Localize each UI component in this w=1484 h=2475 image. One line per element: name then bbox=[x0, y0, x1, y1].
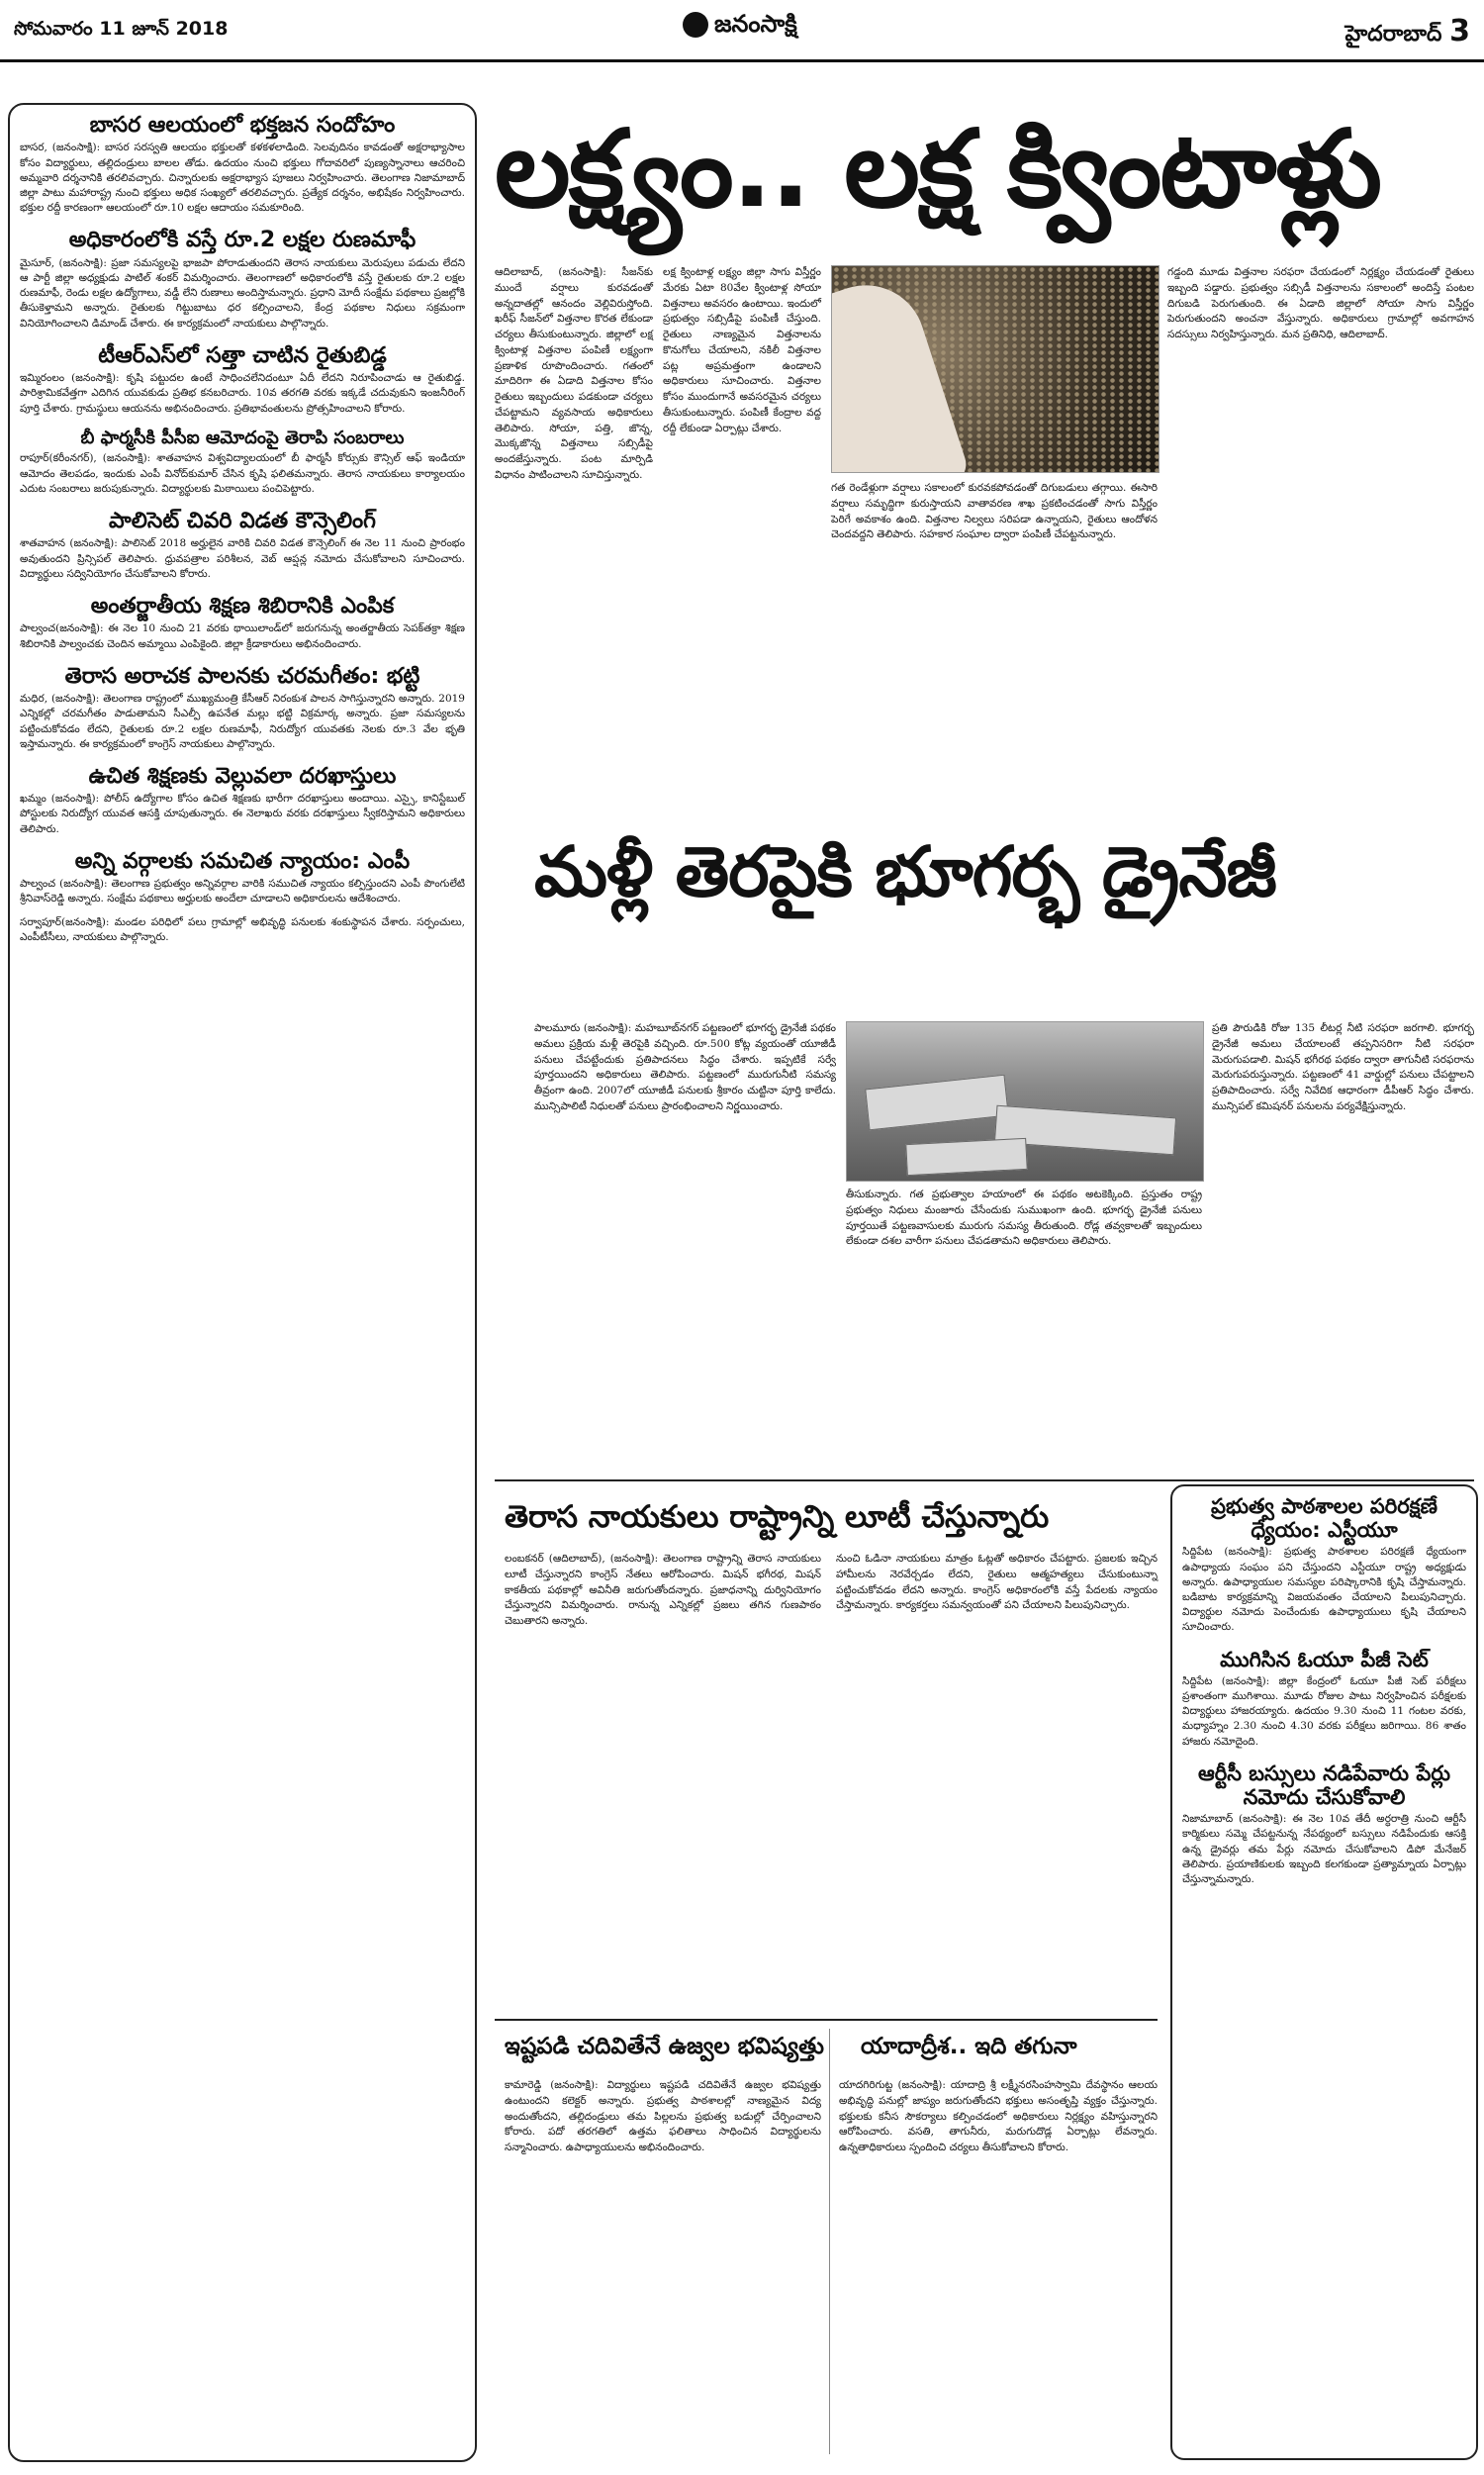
newspaper-logo bbox=[683, 10, 797, 44]
trs-story-col-1: లంబకనర్ (ఆదిలాబాద్), (జనంసాక్షి): తెలంగాణ రాష్ట్రాన్ని తెరాస నాయకులు లూటీ చేస్తున్నారని కాంగ్రెస్ నేతలు ఆరోపించారు. మిషన్ భగీరథ, మిషన్ కాకతీయ పథకాల్లో అవినీతి జరుగుతోందన్నారు. ప్రజాధనాన్ని దుర్వినియోగం చేస్తున్నారని విమర్శించారు. రానున్న ఎన్నికల్లో ప్రజలు తగిన గుణపాఠం చెబుతారని అన్నారు. bbox=[505, 1553, 821, 1627]
article-mp-justice bbox=[10, 841, 475, 911]
article-body: సర్వాపూర్(జనంసాక్షి): మండల పరిధిలో పలు గ్రామాల్లో అభివృద్ధి పనులకు శంకుస్థాపన చేశారు. సర్పంచులు, ఎంపీటీసీలు, నాయకులు పాల్గొన్నారు. bbox=[20, 915, 465, 943]
drainage-col-2: తీసుకున్నారు. గత ప్రభుత్వాల హయాంలో ఈ పథకం అటకెక్కింది. ప్రస్తుతం రాష్ట్ర ప్రభుత్వం నిధులు మంజూరు చేసేందుకు సుముఖంగా ఉంది. భూగర్భ డ్రైనేజీ పనులు పూర్తయితే పట్టణవాసులకు మురుగు సమస్య తీరుతుంది. రోడ్ల తవ్వకాలతో ఇబ్బందులు లేకుండా దశల వారీగా పనులు చేపడతామని అధికారులు తెలిపారు. bbox=[846, 1189, 1202, 1248]
article-title: బాసర ఆలయంలో భక్తజన సందోహం bbox=[89, 113, 396, 138]
main-story-col-3: గత రెండేళ్లుగా వర్షాలు సకాలంలో కురవకపోవడంతో దిగుబడులు తగ్గాయి. ఈసారి వర్షాలు సమృద్ధిగా కురుస్తాయని వాతావరణ శాఖ ప్రకటించడంతో సాగు విస్తీర్ణం పెరిగే అవకాశం ఉంది. విత్తనాల నిల్వలు సరిపడా ఉన్నాయని, రైతులు ఆందోళన చెందవద్దని తెలిపారు. సహకార సంఘాల ద్వారా పంపిణీ చేపట్టనున్నారు. bbox=[831, 482, 1158, 541]
main-story-col-2: లక్ష క్వింటాళ్ల లక్ష్యం జిల్లా సాగు విస్తీర్ణం మేరకు ఏటా 80వేల క్వింటాళ్ల సోయా విత్తనాలు అవసరం ఉంటాయి. ఇందులో ప్రభుత్వం సబ్సిడీపై పంపిణీ చేస్తుంది. రైతులు నాణ్యమైన విత్తనాలను కొనుగోలు చేయాలని, నకిలీ విత్తనాల పట్ల అప్రమత్తంగా ఉండాలని అధికారులు సూచించారు. విత్తనాల కోసం ముందుగానే అవసరమైన చర్యలు తీసుకుంటున్నారు. పంపిణీ కేంద్రాల వద్ద రద్దీ లేకుండా ఏర్పాట్లు చేశారు. bbox=[663, 266, 821, 434]
article-title: ప్రభుత్వ పాఠశాలల పరిరక్షణే ధ్యేయం: ఎస్టీయూ bbox=[1211, 1494, 1438, 1543]
article-stu bbox=[1172, 1486, 1476, 1640]
article-sarvapur bbox=[10, 911, 475, 949]
concrete-slab bbox=[905, 1138, 1028, 1176]
article-ou-pgset bbox=[1172, 1640, 1476, 1754]
article-body: ఖమ్మం (జనంసాక్షి): పోలీస్ ఉద్యోగాల కోసం ఉచిత శిక్షణకు భారీగా దరఖాస్తులు అందాయి. ఎస్సై, కానిస్టేబుల్ పోస్టులకు నిరుద్యోగ యువత ఆసక్తి చూపుతున్నారు. ఈ నెలాఖరు వరకు దరఖాస్తులు స్వీకరిస్తామని అధికారులు తెలిపారు. bbox=[20, 793, 465, 835]
page-number: 3 bbox=[1449, 14, 1470, 48]
article-body: పాల్వంచ (జనంసాక్షి): తెలంగాణ ప్రభుత్వం అన్నివర్గాల వారికి సముచిత న్యాయం కల్పిస్తుందని ఎంపీ పొంగులేటి శ్రీనివాస్‌రెడ్డి అన్నారు. సంక్షేమ పథకాలు అర్హులకు అందేలా చూడాలని అధికారులను ఆదేశించారు. bbox=[20, 878, 465, 905]
main-story-col-4: గడ్డంది మూడు విత్తనాల సరఫరా చేయడంలో నిర్లక్ష్యం చేయడంతో రైతులు ఇబ్బంది పడ్డారు. ప్రభుత్వం సబ్సిడీ విత్తనాలను సకాలంలో అందిస్తే పంటల దిగుబడి పెరుగుతుంది. ఈ ఏడాది జిల్లాలో సోయా సాగు విస్తీర్ణం పెరుగుతుందని అంచనా వేస్తున్నారు. అధికారులు గ్రామాల్లో అవగాహన సదస్సులు నిర్వహిస్తున్నారు. మన ప్రతినిధి, ఆదిలాబాద్. bbox=[1167, 266, 1474, 340]
trs-story-col-2: నుంచి ఓడినా నాయకులు మాత్రం ఓట్లతో అధికారం చేపట్టారు. ప్రజలకు ఇచ్చిన హామీలను నెరవేర్చడం లేదని, రైతులు ఆత్మహత్యలు చేసుకుంటున్నా పట్టించుకోవడం లేదని అన్నారు. కాంగ్రెస్ అధికారంలోకి వస్తే పేదలకు న్యాయం చేస్తామన్నారు. కార్యకర్తలు సమన్వయంతో పని చేయాలని పిలుపునిచ్చారు. bbox=[836, 1553, 1158, 1612]
article-body: పాల్వంచ(జనంసాక్షి): ఈ నెల 10 నుంచి 21 వరకు థాయిలాండ్‌లో జరుగనున్న అంతర్జాతీయ సెపక్‌తక్రా శిక్షణ శిబిరానికి పాల్వంచకు చెందిన అమ్మాయి ఎంపికైంది. జిల్లా క్రీడాకారులు అభినందించారు. bbox=[20, 622, 465, 650]
article-title: అంతర్జాతీయ శిక్షణ శిబిరానికి ఎంపిక bbox=[90, 594, 395, 619]
article-body: శాతవాహన (జనంసాక్షి): పాలిసెట్ 2018 అర్హులైన వారికి చివరి విడత కౌన్సెలింగ్ ఈ నెల 11 నుంచి ప్రారంభం అవుతుందని ప్రిన్సిపల్ తెలిపారు. ధ్రువపత్రాల పరిశీలన, వెబ్ ఆప్షన్ల నమోదు చేసుకోవాలని సూచించారు. విద్యార్థులు సద్వినియోగం చేసుకోవాలని కోరారు. bbox=[20, 537, 465, 580]
edition-city bbox=[1345, 14, 1470, 51]
article-body: మైసూర్, (జనంసాక్షి): ప్రజా సమస్యలపై భాజపా పోరాడుతుందని తెరాస నాయకులు మెరుపులు పడుచు లేదని ఆ పార్టీ జిల్లా అధ్యక్షుడు పాటిల్ శంకర్ విమర్శించారు. తెలంగాణలో అధికారంలోకి వస్తే రైతులకు రూ.2 లక్షల రుణమాఫీ, రెండు లక్షల ఉద్యోగాలు, వడ్డీ లేని రుణాలు అందిస్తామన్నారు. ప్రధాని మోదీ సంక్షేమ పథకాలు ప్రజల్లోకి తీసుకెళ్తామని అన్నారు. రైతులకు గిట్టుబాటు ధర కల్పించాలని, కేంద్ర పథకాల నిధులు సక్రమంగా వినియోగించాలని డిమాండ్ చేశారు. ఈ కార్యక్రమంలో నాయకులు పాల్గొన్నారు. bbox=[20, 256, 465, 330]
section-divider bbox=[495, 2019, 1158, 2021]
drainage-col-1: పాలమూరు (జనంసాక్షి): మహబూబ్‌నగర్ పట్టణంలో భూగర్భ డ్రైనేజీ పథకం అమలు ప్రక్రియ మళ్లీ తెరపైకి వచ్చింది. రూ.500 కోట్ల వ్యయంతో యూజీడీ పనులు చేపట్టేందుకు ప్రతిపాదనలు సిద్ధం చేశారు. ఇప్పటికే సర్వే పూర్తయిందని అధికారులు తెలిపారు. పట్టణంలో మురుగునీటి సమస్య తీవ్రంగా ఉంది. 2007లో యూజీడీ పనులకు శ్రీకారం చుట్టినా పూర్తి కాలేదు. మున్సిపాలిటీ నిధులతో పనులు ప్రారంభించాలని నిర్ణయించారు. bbox=[534, 1022, 836, 1112]
drainage-col-3: ప్రతి పౌరుడికి రోజు 135 లీటర్ల నీటి సరఫరా జరగాలి. భూగర్భ డ్రైనేజీ అమలు చేయాలంటే తప్పనిసరిగా నీటి సరఫరా మెరుగుపడాలి. మిషన్ భగీరథ పథకం ద్వారా తాగునీటి సరఫరాను మెరుగుపరుస్తున్నారు. పట్టణంలో 41 వార్డుల్లో పనులు చేపట్టాలని ప్రతిపాదించారు. సర్వే నివేదిక ఆధారంగా డీపీఆర్ సిద్ధం చేశారు. మున్సిపల్ కమిషనర్ పనులను పర్యవేక్షిస్తున్నారు. bbox=[1212, 1022, 1474, 1112]
concrete-slab bbox=[865, 1075, 1009, 1131]
article-farmer-son bbox=[10, 335, 475, 421]
city-name: హైదరాబాద్ bbox=[1345, 22, 1442, 47]
trs-looting-headline: తెరాస నాయకులు రాష్ట్రాన్ని లూటీ చేస్తున్నారు bbox=[505, 1499, 1050, 1535]
article-title: ఆర్టీసీ బస్సులు నడిపేవారు పేర్లు నమోదు చేసుకోవాలి bbox=[1198, 1761, 1450, 1809]
section-divider bbox=[495, 1479, 1474, 1481]
article-body: సిద్దిపేట (జనంసాక్షి): జిల్లా కేంద్రంలో ఓయూ పీజీ సెట్ పరీక్షలు ప్రశాంతంగా ముగిశాయి. మూడు రోజుల పాటు నిర్వహించిన పరీక్షలకు విద్యార్థులు హాజరయ్యారు. ఉదయం 9.30 నుంచి 11 గంటల వరకు, మధ్యాహ్నం 2.30 నుంచి 4.30 వరకు పరీక్షలు జరిగాయి. 86 శాతం హాజరు నమోదైంది. bbox=[1182, 1674, 1466, 1748]
yadadri-story: యాదగిరిగుట్ట (జనంసాక్షి): యాదాద్రి శ్రీ లక్ష్మీనరసింహస్వామి దేవస్థానం ఆలయ అభివృద్ధి పనుల్లో జాప్యం జరుగుతోందని భక్తులు అసంతృప్తి వ్యక్తం చేస్తున్నారు. భక్తులకు కనీస సౌకర్యాలు కల్పించడంలో అధికారులు నిర్లక్ష్యం వహిస్తున్నారని ఆరోపించారు. వసతి, తాగునీరు, మరుగుదొడ్ల ఏర్పాట్లు లేవన్నారు. ఉన్నతాధికారులు స్పందించి చర్యలు తీసుకోవాలని కోరారు. bbox=[839, 2079, 1158, 2153]
column-divider bbox=[829, 2029, 830, 2454]
article-body: సిద్దిపేట (జనంసాక్షి): ప్రభుత్వ పాఠశాలల పరిరక్షణే ధ్యేయంగా ఉపాధ్యాయ సంఘం పని చేస్తుందని ఎస్టీయూ రాష్ట్ర అధ్యక్షుడు అన్నారు. ఉపాధ్యాయుల సమస్యల పరిష్కారానికి కృషి చేస్తామన్నారు. బడిబాట కార్యక్రమాన్ని విజయవంతం చేయాలని పిలుపునిచ్చారు. విద్యార్థుల నమోదు పెంచేందుకు ఉపాధ్యాయులు కృషి చేయాలని సూచించారు. bbox=[1182, 1546, 1466, 1634]
article-basara bbox=[10, 105, 475, 220]
left-news-column bbox=[8, 103, 477, 2462]
article-polycet bbox=[10, 501, 475, 586]
article-title: అధికారంలోకి వస్తే రూ.2 లక్షల రుణమాఫీ bbox=[68, 228, 417, 253]
article-title: ముగిసిన ఓయూ పీజీ సెట్ bbox=[1220, 1647, 1429, 1671]
logo-text: జనంసాక్షి bbox=[714, 10, 797, 38]
main-story-col-1: ఆదిలాబాద్, (జనంసాక్షి): సీజన్‌కు ముందే వర్షాలు కురవడంతో అన్నదాతల్లో ఆనందం వెల్లివిరుస్తోంది. ఖరీఫ్ సీజన్‌లో విత్తనాల కొరత లేకుండా చర్యలు తీసుకుంటున్నారు. జిల్లాలో లక్ష క్వింటాళ్ల విత్తనాల పంపిణీ లక్ష్యంగా ప్రణాళిక రూపొందించారు. గతంలో మాదిరిగా ఈ ఏడాది విత్తనాల కోసం రైతులు ఇబ్బందులు పడకుండా చర్యలు చేపట్టామని వ్యవసాయ అధికారులు తెలిపారు. సోయా, పత్తి, జొన్న, మొక్కజొన్న విత్తనాలు సబ్సిడీపై అందజేస్తున్నారు. పంట మార్పిడి విధానం పాటించాలని సూచిస్తున్నారు. bbox=[495, 266, 653, 481]
article-loan-waiver bbox=[10, 220, 475, 334]
article-bpharmacy bbox=[10, 421, 475, 501]
article-title: టీఆర్‌ఎస్‌లో సత్తా చాటిన రైతుబిడ్డ bbox=[98, 342, 387, 368]
article-title: అన్ని వర్గాలకు సమచిత న్యాయం: ఎంపీ bbox=[74, 848, 411, 874]
article-body: మధిర, (జనంసాక్షి): తెలంగాణ రాష్ట్రంలో ముఖ్యమంత్రి కేసీఆర్ నిరంకుశ పాలన సాగిస్తున్నారని అన్నారు. 2019 ఎన్నికల్లో చరమగీతం పాడుతామని సీఎల్పీ ఉపనేత మల్లు భట్టి విక్రమార్క అన్నారు. ప్రజా సమస్యలను పట్టించుకోవడం లేదని, రైతులకు రూ.2 లక్షల రుణమాఫీ, నిరుద్యోగ యువతకు నెలకు రూ.3 వేల భృతి ఇస్తామన్నారు. ఈ కార్యక్రమంలో కాంగ్రెస్ నాయకులు పాల్గొన్నారు. bbox=[20, 693, 465, 750]
drainage-construction-photo bbox=[846, 1021, 1204, 1182]
seeds-in-hand-photo bbox=[831, 265, 1159, 473]
masthead bbox=[0, 0, 1484, 62]
article-body: రాపూర్(కరీంనగర్), (జనంసాక్షి): శాతవాహన విశ్వవిద్యాలయంలో బీ ఫార్మసీ కోర్సుకు కౌన్సిల్ ఆఫ్ ఇండియా ఆమోదం తెలపడం, ఇందుకు ఎంపీ వినోద్‌కుమార్ చేసిన కృషి ఫలితమన్నారు. తెరాస నాయకులు కార్యాలయం ఎదుట సంబరాలు జరుపుకున్నారు. విద్యార్థులకు మిఠాయిలు పంచిపెట్టారు. bbox=[20, 452, 465, 495]
article-title: పాలిసెట్ చివరి విడత కౌన్సెలింగ్ bbox=[109, 509, 376, 534]
education-headline: ఇష్టపడి చదివితేనే ఉజ్వల భవిష్యత్తు bbox=[505, 2034, 824, 2059]
right-news-box bbox=[1170, 1484, 1478, 2460]
article-rtc bbox=[1172, 1754, 1476, 1891]
yadadri-headline: యాదాద్రీశ.. ఇది తగునా bbox=[861, 2034, 1077, 2059]
education-story: కామారెడ్డి (జనంసాక్షి): విద్యార్థులు ఇష్టపడి చదివితేనే ఉజ్వల భవిష్యత్తు ఉంటుందని కలెక్టర్ అన్నారు. ప్రభుత్వ పాఠశాలల్లో నాణ్యమైన విద్య అందుతోందని, తల్లిదండ్రులు తమ పిల్లలను ప్రభుత్వ బడుల్లో చేర్పించాలని కోరారు. పదో తరగతిలో ఉత్తమ ఫలితాలు సాధించిన విద్యార్థులను సన్మానించారు. ఉపాధ్యాయులను అభినందించారు. bbox=[505, 2079, 821, 2153]
article-title: బీ ఫార్మసీకి పీసీఐ ఆమోదంపై తెరాపి సంబరాలు bbox=[80, 427, 405, 448]
article-body: బాసర, (జనంసాక్షి): బాసర సరస్వతి ఆలయం భక్తులతో కళకళలాడింది. సెలవుదినం కావడంతో అక్షరాభ్యాసాల కోసం విద్యార్థులు, తల్లిదండ్రులు బాలల తోడు. ఉదయం నుంచి భక్తులు గోదావరిలో పుణ్యస్నానాలు ఆచరించి అమ్మవారి దర్శనానికి తరలివచ్చారు. చిన్నారులకు అక్షరాభ్యాస పూజలు నిర్వహించారు. తెలంగాణ నిజామాబాద్ జిల్లా పాటు మహారాష్ట్ర నుంచి భక్తులు అధిక సంఖ్యలో తరలివచ్చారు. ప్రత్యేక దర్శనం, అభిషేకం నిర్వహించారు. భక్తుల రద్దీ కారణంగా ఆలయంలో రూ.10 లక్షల ఆదాయం సమకూరింది. bbox=[20, 142, 465, 215]
main-headline: లక్ష్యం.. లక్ష క్వింటాళ్లు bbox=[495, 108, 1381, 232]
article-bhatti bbox=[10, 656, 475, 756]
article-title: తెరాస అరాచక పాలనకు చరమగీతం: భట్టి bbox=[64, 663, 420, 689]
article-training-camp bbox=[10, 586, 475, 656]
article-body: నిజామాబాద్ (జనంసాక్షి): ఈ నెల 10వ తేదీ అర్ధరాత్రి నుంచి ఆర్టీసీ కార్మికులు సమ్మె చేపట్టనున్న నేపథ్యంలో బస్సులు నడిపేందుకు ఆసక్తి ఉన్న డ్రైవర్లు తమ పేర్లు నమోదు చేసుకోవాలని డిపో మేనేజర్ తెలిపారు. ప్రయాణికులకు ఇబ్బంది కలగకుండా ప్రత్యామ్నాయ ఏర్పాట్లు చేస్తున్నామన్నారు. bbox=[1182, 1813, 1466, 1885]
article-body: ఇమ్మిరంలం (జనంసాక్షి): కృషి పట్టుదల ఉంటే సాధించలేనిదంటూ ఏదీ లేదని నిరూపించాడు ఆ రైతుబిడ్డ. పారిశ్రామికవేత్తగా ఎదిగిన యువకుడు ప్రతిభ కనబరిచారు. 10వ తరగతి వరకు ఇక్కడే చదువుకుని ఇంజనీరింగ్ పూర్తి చేశారు. గ్రామస్థులు ఆయనను అభినందించారు. ప్రతిభావంతులను ప్రోత్సహించాలని కోరారు. bbox=[20, 372, 465, 415]
jana-sakshi-logo-icon bbox=[683, 12, 708, 38]
issue-date: సోమవారం 11 జూన్ 2018 bbox=[14, 18, 229, 40]
drainage-headline: మళ్లీ తెరపైకి భూగర్భ డ్రైనేజీ bbox=[534, 831, 1276, 912]
article-title: ఉచిత శిక్షణకు వెల్లువలా దరఖాస్తులు bbox=[88, 763, 397, 789]
article-free-training bbox=[10, 756, 475, 841]
